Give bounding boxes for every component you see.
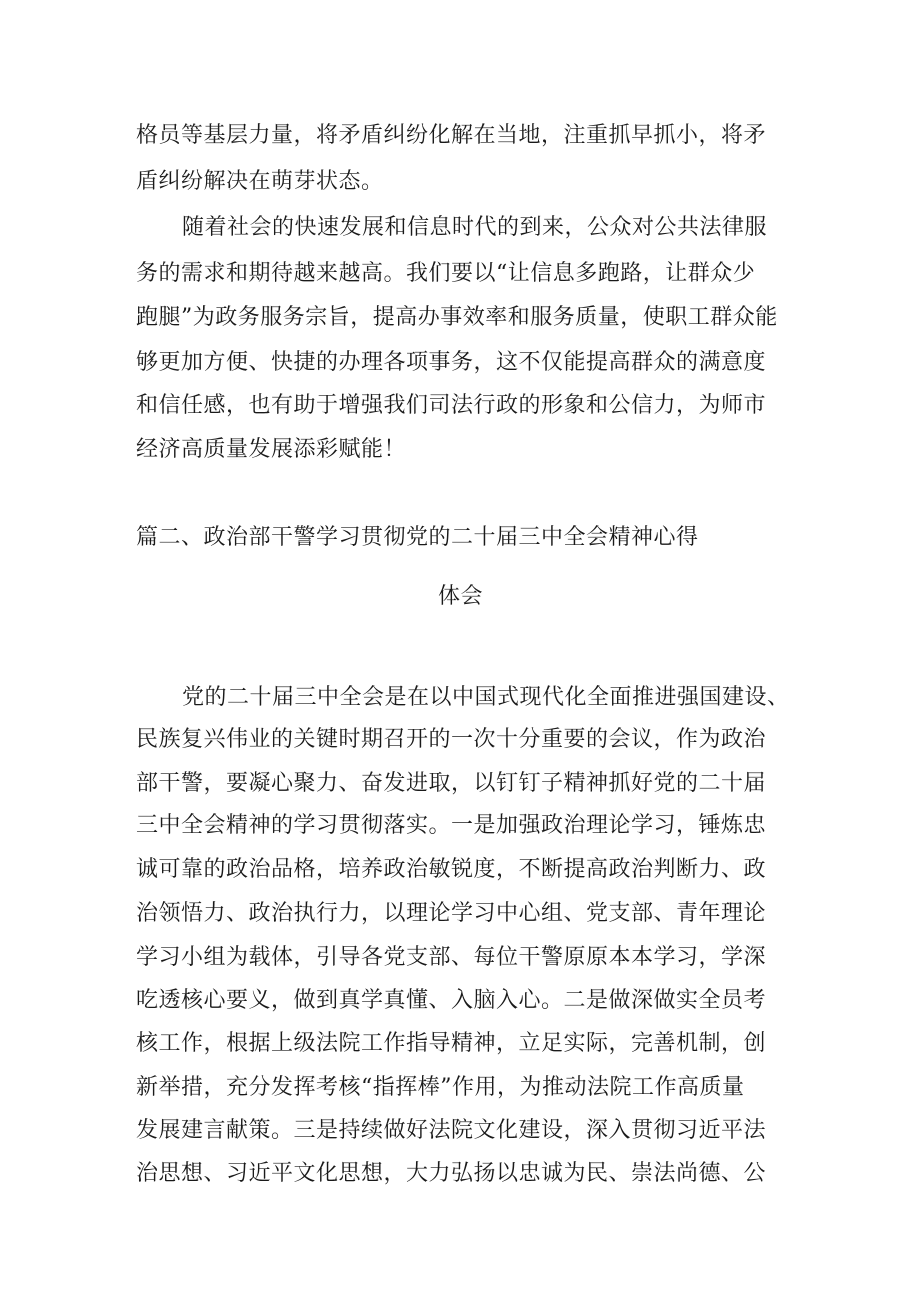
- paragraph-line: 学习小组为载体，引导各党支部、每位干警原原本本学习，学深: [136, 945, 767, 970]
- paragraph-line: 党的二十届三中全会是在以中国式现代化全面推进强国建设、: [182, 685, 790, 710]
- paragraph-line: 跑腿”为政务服务宗旨，提高办事效率和服务质量，使职工群众能: [136, 305, 778, 330]
- paragraph-line: 和信任感，也有助于增强我们司法行政的形象和公信力，为师市: [136, 393, 767, 418]
- paragraph-line: 经济高质量发展添彩赋能！: [136, 437, 407, 462]
- paragraph-line: 新举措，充分发挥考核“指挥棒”作用，为推动法院工作高质量: [136, 1075, 745, 1100]
- paragraph-line: 够更加方便、快捷的办理各项事务，这不仅能提高群众的满意度: [136, 350, 767, 375]
- paragraph-line: 诚可靠的政治品格，培养政治敏锐度，不断提高政治判断力、政: [136, 857, 767, 882]
- paragraph-line: 盾纠纷解决在萌芽状态。: [136, 169, 384, 194]
- paragraph-line: 民族复兴伟业的关键时期召开的一次十分重要的会议，作为政治: [136, 727, 767, 752]
- paragraph-line: 吃透核心要义，做到真学真懂、入脑入心。二是做深做实全员考: [136, 988, 767, 1013]
- paragraph-line: 格员等基层力量，将矛盾纠纷化解在当地，注重抓早抓小，将矛: [136, 123, 767, 148]
- section-title-continued: 体会: [438, 584, 484, 609]
- paragraph-line: 治思想、习近平文化思想，大力弘扬以忠诚为民、崇法尚德、公: [136, 1161, 767, 1186]
- paragraph-line: 发展建言献策。三是持续做好法院文化建设，深入贯彻习近平法: [136, 1118, 767, 1143]
- paragraph-line: 核工作，根据上级法院工作指导精神，立足实际，完善机制，创: [136, 1031, 767, 1056]
- paragraph-line: 务的需求和期待越来越高。我们要以“让信息多跑路，让群众少: [136, 261, 756, 286]
- paragraph-line: 部干警，要凝心聚力、奋发进取，以钉钉子精神抓好党的二十届: [136, 771, 767, 796]
- section-title: 篇二、政治部干警学习贯彻党的二十届三中全会精神心得: [136, 525, 699, 550]
- paragraph-line: 随着社会的快速发展和信息时代的到来，公众对公共法律服: [182, 215, 768, 240]
- paragraph-line: 三中全会精神的学习贯彻落实。一是加强政治理论学习，锤炼忠: [136, 813, 767, 838]
- paragraph-line: 治领悟力、政治执行力，以理论学习中心组、党支部、青年理论: [136, 901, 767, 926]
